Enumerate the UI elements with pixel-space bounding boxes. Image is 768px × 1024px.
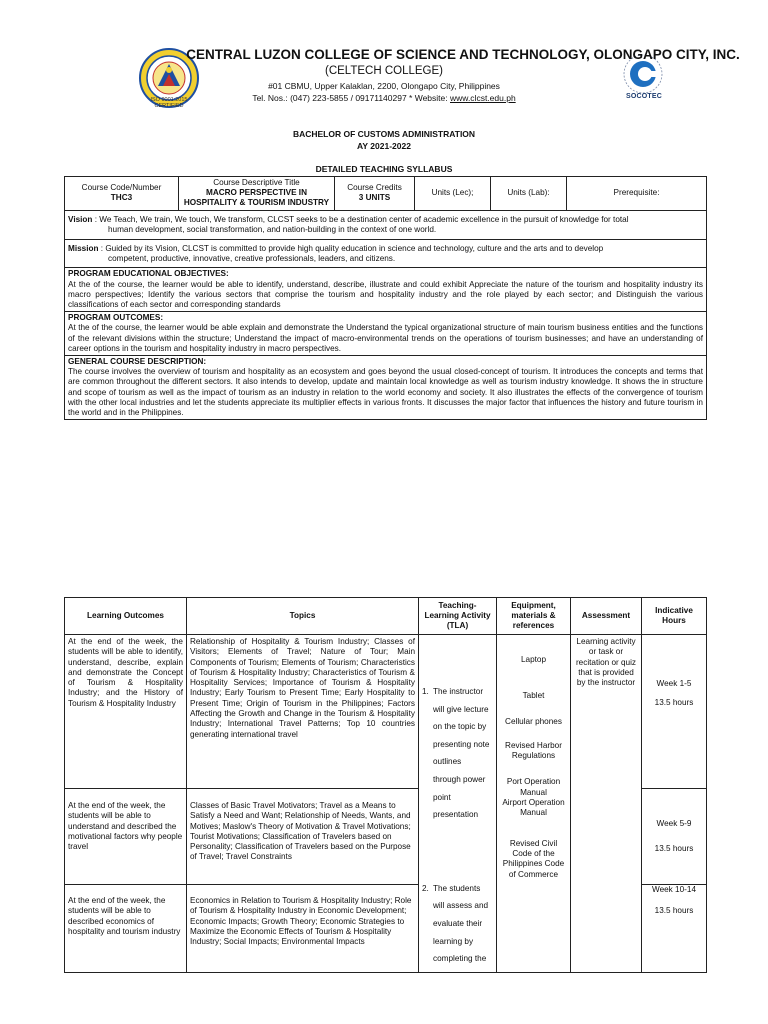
lo-header-row [65,598,707,635]
equipment-item: Tablet [522,691,545,701]
program-title: BACHELOR OF CUSTOMS ADMINISTRATION [292,129,476,139]
mission-label: Mission [68,244,99,254]
equipment-item: Laptop [520,655,547,664]
header-tla: Teaching-Learning Activity (TLA) [419,598,497,635]
equipment-item: Airport Operation Manual [502,798,565,818]
week-range: Week 1-5 [656,679,692,688]
hour-count: 13.5 hours [654,906,694,916]
socotec-badge-text: SOCOTEC [625,93,662,100]
document-title: DETAILED TEACHING SYLLABUS [315,164,453,174]
po-row [65,312,707,356]
equipment-item: Revised Harbor Regulations [505,740,562,761]
tla-cell [419,635,497,973]
equipment-item: Cellular phones [505,716,562,726]
course-credits-cell: Course Credits 3 UNITS [335,177,415,211]
course-info-row [65,177,707,211]
vision-label: Vision [68,214,93,224]
course-credits: 3 UNITS [358,193,391,203]
college-short-name: (CELTECH COLLEGE) [324,65,443,77]
gcd-cell [65,356,707,420]
topics-cell: Economics in Relation to Tourism & Hospitality Industry; Role of Tourism & Hospitality Industry in Economic Development; Economic Impacts; Growth Theory; Economic Strategies to Maximize the Economic Effects of Tourism & Hospitality Industry; Social Impacts; Environmental Impacts [187,885,419,973]
tla-item-1: 1. The instructor will give lecture on the topic by presenting note outlines through power point presentation [422,687,490,820]
learning-outcome-cell: At the end of the week, the students will be able to understand and described the motivational factors why people travel [65,789,187,885]
course-code-cell: Course Code/Number THC3 [65,177,179,211]
po-label: PROGRAM OUTCOMES: [68,313,164,323]
prerequisite-cell: Prerequisite: [567,177,707,211]
units-lec-cell: Units (Lec); [415,177,491,211]
peo-row [65,268,707,312]
college-name: CENTRAL LUZON COLLEGE OF SCIENCE AND TECHNOLOGY, OLONGAPO CITY, INC. [186,47,740,62]
week-range: Week 5-9 [656,819,692,828]
gcd-text: The course involves the overview of tourism and hospitality as an ecosystem and goes beyond the usual closed-concept of tourism. It introduces the concepts and terms that are common throughout the different sectors. It also intends to develop, update and maintain local knowledge as well as tourism industry knowledge. It shows the in structure and scope of tourism as well as the impact of tourism as an industry in relation to the world economy and society. It also illustrates the effects of the convergence of tourism with the other local industries and let the students appreciate its multiplier effects in various fronts. It discusses the major factor that influences the history and future tourism in the world and in the Philippines. [68,367,703,418]
hour-count: 13.5 hours [654,844,694,854]
learning-outcomes-table [64,597,707,973]
week-range: Week 10-14 [652,885,696,894]
course-code: THC3 [110,193,133,203]
peo-label: PROGRAM EDUCATIONAL OBJECTIVES: [68,269,229,279]
peo-text: At the of the course, the learner would be able to identify, understand, describe, illustrate and could exhibit Appreciate the nature of the tourism and hospitality industry its macro perspectives; Identify the various sectors that comprise the tourism and hospitality industry and the role played by each sector; and Distinguish the various classifications of each sector and corresponding standards [68,279,703,310]
units-lab-cell: Units (Lab): [491,177,567,211]
mission-row [65,240,707,268]
mission-text-cont: competent, productive, innovative, creative professionals, leaders, and citizens. [108,254,396,264]
hours-cell [642,789,707,885]
syllabus-info-table [64,176,707,420]
equipment-cell [497,635,571,973]
assessment-cell: Learning activity or task or recitation or quiz that is provided by the instructor [571,635,642,973]
topics-cell: Relationship of Hospitality & Tourism Industry; Classes of Visitors; Elements of Travel; Nature of Tour; Main Components of Tourism; Elements of Tourism; Characteristics of Tourism & Hospitality Industry; Characteristics of Tourism & Hospitality Services; Importance of Tourism & Hospitality Industry; Early Tourism to Present Time; Early Hospitality to Present Time; Origin of Tourism in the Philippines; Factors Affecting the Growth and Change in the Tourism & Hospitality Industry; International Travel Patterns; Top 10 countries generating international travel [187,635,419,789]
gcd-row [65,356,707,420]
college-address: #01 CBMU, Upper Kalaklan, 2200, Olongapo City, Philippines [268,81,500,91]
gcd-label: GENERAL COURSE DESCRIPTION: [68,357,207,367]
hours-cell [642,635,707,789]
college-contact: Tel. Nos.: (047) 223-5855 / 09171140297 * Website: www.clcst.edu.ph [252,93,516,103]
po-cell [65,312,707,356]
learning-outcome-cell: At the end of the week, the students will be able to identify, understand, describe, explain and demonstrate the Concept of Tourism & Hospitality Industry; and the History of Tourism & Hospitality Industry [65,635,187,789]
vision-cell: Vision : We Teach, We train, We touch, We transform, CLCST seeks to be a destination center of academic excellence in the pursuit of knowledge for total human development, social transformation, and nation-building in the context of one world. [65,210,707,239]
peo-cell [65,268,707,312]
mission-cell: Mission : Guided by its Vision, CLCST is committed to provide high quality education in science and technology, culture and the arts and to develop competent, productive, innovative, creative professionals, leaders, and citizens. [65,240,707,268]
vision-text: We Teach, We train, We touch, We transform, CLCST seeks to be a destination center of academic excellence in the pursuit of knowledge for total [99,214,629,224]
header-learning-outcomes: Learning Outcomes [65,598,187,635]
hours-cell [642,885,707,973]
academic-year: AY 2021-2022 [357,141,411,151]
po-text: At the of the course, the learner would be able explain and demonstrate the Understand the typical organizational structure of main tourism business entities and the functions of the relevant divisions within the structure; Understand the impact of macro-environmental trends on the operations of tourism businesses; and have an understanding of career options in the tourism and hospitality industry in macro perspectives. [68,323,703,353]
course-title: MACRO PERSPECTIVE IN HOSPITALITY & TOURISM INDUSTRY [183,188,330,208]
header-topics: Topics [187,598,419,635]
hour-count: 13.5 hours [654,698,694,708]
mission-text: Guided by its Vision, CLCST is committed to provide high quality education in science and technology, culture and the arts and to develop [105,244,604,254]
lo-row [65,635,707,789]
topics-cell: Classes of Basic Travel Motivators; Travel as a Means to Satisfy a Need and Want; Relationship of Needs, Wants, and Motives; Maslow's Theory of Motivation & Travel Motivations; Tourist Motivations; Classification of Travelers based on Personality; Classification of Travelers based on the Purpose of Travel; Travel Constraints [187,789,419,885]
header-indicative-hours: Indicative Hours [642,598,707,635]
equipment-item: Port Operation Manual [506,777,561,797]
vision-text-cont: human development, social transformation, and nation-building in the context of one world. [108,224,437,234]
course-title-cell: Course Descriptive Title MACRO PERSPECTIVE IN HOSPITALITY & TOURISM INDUSTRY [179,177,335,211]
header-assessment: Assessment [571,598,642,635]
vision-row [65,210,707,239]
equipment-item: Revised Civil Code of the Philippines Code of Commerce [502,838,565,879]
website-link[interactable]: www.clcst.edu.ph [450,93,516,103]
tla-item-2: 2. The students will assess and evaluate their learning by completing the [422,883,489,964]
learning-outcome-cell: At the end of the week, the students will be able to described economics of hospitality and tourism industry [65,885,187,973]
header-equipment: Equipment, materials & references [497,598,571,635]
iso-certified-label: ISO 9001:2015 CERTIFIED [150,97,188,109]
